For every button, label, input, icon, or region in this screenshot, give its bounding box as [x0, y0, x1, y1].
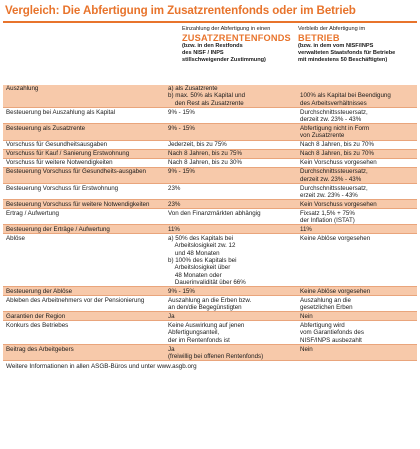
cell-line: Nein: [300, 313, 313, 321]
cell-line: Keine Ablöse vorgesehen: [300, 235, 371, 243]
cell-line: Arbeitslosigkeit zw. 12: [168, 242, 236, 250]
zusatzrentenfonds-cell: [165, 167, 297, 183]
cell-line: Ja: [168, 345, 175, 353]
cell-line: Besteuerung Vorschuss für weitere Notwendigkeiten: [6, 200, 150, 208]
cell-line: Konkurs des Betriebes: [6, 322, 69, 330]
betrieb-cell: [297, 140, 417, 149]
cell-line: Ja: [168, 313, 175, 321]
cell-line: erzeit zw. 23% - 43%: [300, 191, 358, 199]
table-row: [3, 234, 417, 287]
table-row: [3, 345, 417, 361]
cell-line: Besteuerung der Erträge / Aufwertung: [6, 226, 110, 234]
cell-line: Kein Vorschuss vorgesehen: [300, 200, 377, 208]
cell-line: Vorschuss für Kauf / Sanierung Erstwohnung: [6, 150, 130, 158]
cell-line: Vorschuss für Gesundheitsausgaben: [6, 141, 108, 149]
cell-line: Fixsatz 1,5% + 75%: [300, 209, 355, 217]
page-title: Vergleich: Die Abfertigung im Zusatzrentenfonds oder im Betrieb: [5, 4, 356, 17]
cell-line: Von den Finanzmärkten abhängig: [168, 209, 261, 217]
zusatzrentenfonds-cell: [165, 158, 297, 167]
row-label: [3, 149, 165, 158]
cell-line: derzeit zw. 23% - 43%: [300, 116, 362, 124]
header-col3-line1: Verbleib der Abfertigung im: [298, 25, 366, 32]
row-label: [3, 167, 165, 183]
betrieb-cell: [297, 287, 417, 296]
cell-line: Vorschuss für weitere Notwendigkeiten: [6, 159, 113, 167]
table-row: [3, 108, 417, 124]
zusatzrentenfonds-cell: [165, 183, 297, 199]
comparison-table: [3, 85, 417, 362]
cell-line: b) max. 50% als Kapital und: [168, 92, 246, 100]
header-col3-sub0: (bzw. in dem vom NISF/INPS: [298, 43, 374, 50]
cell-line: der im Rentenfonds ist: [168, 336, 230, 344]
zusatzrentenfonds-cell: [165, 200, 297, 209]
row-label: [3, 108, 165, 124]
header-col2-sub2: stillschweigender Zustimmung): [182, 57, 266, 64]
cell-line: und 48 Monaten: [168, 249, 220, 257]
table-row: [3, 158, 417, 167]
row-label: [3, 225, 165, 234]
betrieb-cell: [297, 183, 417, 199]
cell-line: Nein: [300, 345, 313, 353]
zusatzrentenfonds-cell: [165, 140, 297, 149]
zusatzrentenfonds-cell: [165, 234, 297, 287]
header-col3-sub1: verwalteten Staatsfonds für Betriebe: [298, 50, 396, 57]
cell-line: Abfertigungsanteil,: [168, 329, 220, 337]
row-label: [3, 312, 165, 321]
cell-line: 100% als Kapital bei Beendigung: [300, 92, 391, 100]
row-label: [3, 345, 165, 361]
header-zusatzrentenfonds: [165, 26, 297, 85]
table-row: [3, 85, 417, 108]
cell-line: Dauerinvalidität über 66%: [168, 278, 246, 286]
zusatzrentenfonds-cell: [165, 296, 297, 312]
betrieb-cell: [297, 149, 417, 158]
betrieb-cell: [297, 158, 417, 167]
cell-line: Auszahlung: [6, 85, 39, 93]
cell-line: 9% - 15%: [168, 287, 195, 295]
cell-line: Abfertigung wird: [300, 322, 345, 330]
cell-line: Arbeitslosigkeit über: [168, 264, 231, 272]
cell-line: Ablöse: [6, 235, 25, 243]
cell-line: 11%: [300, 226, 312, 234]
cell-line: gesetzlichen Erben: [300, 304, 353, 312]
table-row: [3, 321, 417, 345]
page: [3, 2, 417, 370]
header-spacer: [3, 26, 165, 85]
betrieb-cell: [297, 321, 417, 345]
row-label: [3, 234, 165, 287]
cell-line: Nach 8 Jahren, bis zu 75%: [168, 150, 242, 158]
cell-line: den Rest als Zusatzrente: [168, 99, 244, 107]
cell-line: derzeit zw. 23% - 43%: [300, 175, 362, 183]
table-row: [3, 167, 417, 183]
cell-line: 9% - 15%: [168, 108, 195, 116]
cell-line: Besteuerung Vorschuss für Gesundheits-ausgaben: [6, 168, 146, 176]
betrieb-cell: [297, 234, 417, 287]
cell-line: 9% - 15%: [168, 168, 195, 176]
table-row: [3, 149, 417, 158]
cell-line: Besteuerung bei Auszahlung als Kapital: [6, 108, 116, 116]
header-col2-title: ZUSATZRENTENFONDS: [182, 32, 291, 43]
betrieb-cell: [297, 345, 417, 361]
cell-line: 11%: [168, 226, 180, 234]
row-label: [3, 200, 165, 209]
betrieb-cell: [297, 225, 417, 234]
header-col2-line1: Einzahlung der Abfertigung in einen: [182, 25, 271, 32]
cell-line: Keine Auswirkung auf jenen: [168, 322, 245, 330]
row-label: [3, 183, 165, 199]
column-header: [3, 26, 417, 85]
zusatzrentenfonds-cell: [165, 85, 297, 108]
header-betrieb: [297, 26, 417, 85]
betrieb-cell: [297, 209, 417, 225]
cell-line: Abfertigung nicht in Form: [300, 125, 370, 133]
cell-line: Nach 8 Jahren, bis zu 70%: [300, 141, 374, 149]
cell-line: des Arbeitsverhältnisses: [300, 99, 367, 107]
cell-line: Garantien der Region: [6, 313, 66, 321]
cell-line: Besteuerung als Zusatzrente: [6, 125, 86, 133]
table-row: [3, 296, 417, 312]
table-row: [3, 183, 417, 199]
cell-line: Auszahlung an die Erben bzw.: [168, 296, 252, 304]
cell-line: Nach 8 Jahren, bis zu 70%: [300, 150, 374, 158]
row-label: [3, 296, 165, 312]
row-label: [3, 124, 165, 140]
header-col3-sub2: mit mindestens 50 Beschäftigten): [298, 57, 388, 64]
table-row: [3, 200, 417, 209]
zusatzrentenfonds-cell: [165, 287, 297, 296]
zusatzrentenfonds-cell: [165, 124, 297, 140]
cell-line: b) 100% des Kapitals bei: [168, 256, 237, 264]
zusatzrentenfonds-cell: [165, 312, 297, 321]
cell-line: Beitrag des Arbeitgebers: [6, 345, 74, 353]
cell-line: Durchschnittssteuersatz,: [300, 184, 368, 192]
cell-line: Kein Vorschuss vorgesehen: [300, 159, 377, 167]
comparison-table-body: [3, 85, 417, 361]
table-row: [3, 225, 417, 234]
table-row: [3, 287, 417, 296]
cell-line: Besteuerung der Ablöse: [6, 287, 73, 295]
cell-line: Keine Ablöse vorgesehen: [300, 287, 371, 295]
title-rule: [3, 21, 417, 23]
table-row: [3, 209, 417, 225]
cell-line: (freiwillig bei offenen Rentenfonds): [168, 352, 264, 360]
zusatzrentenfonds-cell: [165, 149, 297, 158]
row-label: [3, 140, 165, 149]
betrieb-cell: [297, 124, 417, 140]
cell-line: der Inflation (ISTAT): [300, 217, 355, 225]
row-label: [3, 287, 165, 296]
cell-line: 9% - 15%: [168, 125, 195, 133]
cell-line: an den/die Begegünstigten: [168, 304, 242, 312]
cell-line: 23%: [168, 200, 181, 208]
cell-line: vom Garantiefonds des: [300, 329, 364, 337]
header-col2-sub1: des NISF / INPS: [182, 50, 224, 57]
cell-line: Ableben des Arbeitnehmers vor der Pensionierung: [6, 296, 145, 304]
row-label: [3, 85, 165, 108]
row-label: [3, 209, 165, 225]
table-row: [3, 312, 417, 321]
cell-line: a) 50% des Kapitals bei: [168, 235, 234, 243]
zusatzrentenfonds-cell: [165, 345, 297, 361]
betrieb-cell: [297, 167, 417, 183]
row-label: [3, 158, 165, 167]
cell-line: 23%: [168, 184, 181, 192]
cell-line: Nach 8 Jahren, bis zu 30%: [168, 159, 242, 167]
table-row: [3, 140, 417, 149]
cell-line: Besteuerung Vorschuss für Erstwohnung: [6, 184, 119, 192]
zusatzrentenfonds-cell: [165, 321, 297, 345]
betrieb-cell: [297, 200, 417, 209]
header-col3-title: BETRIEB: [298, 32, 340, 43]
betrieb-cell: [297, 85, 417, 108]
betrieb-cell: [297, 312, 417, 321]
row-label: [3, 321, 165, 345]
betrieb-cell: [297, 108, 417, 124]
cell-line: Jederzeit, bis zu 75%: [168, 141, 227, 149]
footer-note: Weitere Informationen in allen ASGB-Büros und unter www.asgb.org: [6, 363, 197, 371]
cell-line: 48 Monaten oder: [168, 271, 222, 279]
zusatzrentenfonds-cell: [165, 108, 297, 124]
zusatzrentenfonds-cell: [165, 209, 297, 225]
cell-line: a) als Zusatzrente: [168, 85, 218, 93]
header-col2-sub0: (bzw. in den Restfonds: [182, 43, 243, 50]
betrieb-cell: [297, 296, 417, 312]
cell-line: Durchschnittssteuersatz,: [300, 108, 368, 116]
table-row: [3, 124, 417, 140]
cell-line: [300, 85, 414, 92]
cell-line: Auszahlung an die: [300, 296, 351, 304]
cell-line: Ertrag / Aufwertung: [6, 209, 59, 217]
cell-line: NISF/INPS ausbezahlt: [300, 336, 362, 344]
cell-line: Durchschnittssteuersatz,: [300, 168, 368, 176]
cell-line: von Zusatzrente: [300, 132, 345, 140]
zusatzrentenfonds-cell: [165, 225, 297, 234]
